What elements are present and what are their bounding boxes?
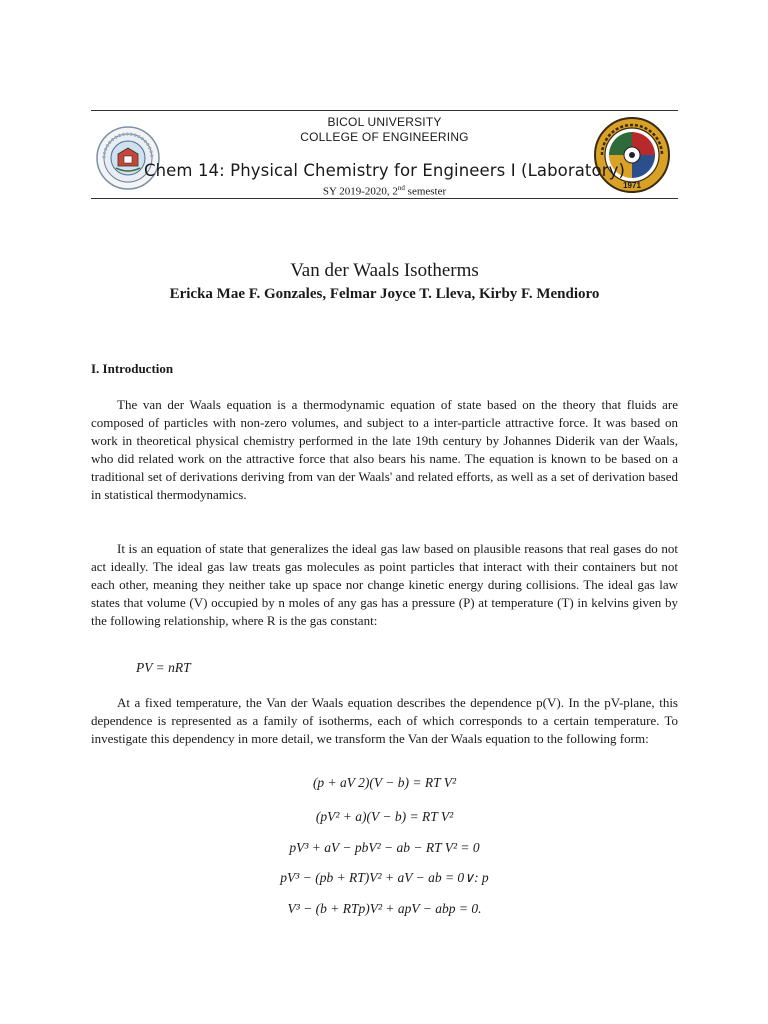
equation-2: (pV² + a)(V − b) = RT V²: [315, 809, 454, 824]
university-name: BICOL UNIVERSITY: [327, 115, 442, 129]
paper-authors: Ericka Mae F. Gonzales, Felmar Joyce T. Lleva, Kirby F. Mendioro: [169, 286, 600, 302]
equation-4: pV³ − (pb + RT)V² + aV − ab = 0∨: p: [280, 870, 489, 885]
header-bottom-rule: [91, 198, 678, 199]
school-year-suffix: semester: [404, 185, 447, 198]
equation-5: V³ − (b + RTp)V² + apV − abp = 0.: [287, 901, 482, 916]
section-heading-introduction: I. Introduction: [91, 361, 174, 376]
seal-year: 1971: [623, 181, 641, 190]
course-title: Chem 14: Physical Chemistry for Engineers I (Laboratory): [144, 161, 625, 180]
intro-paragraph-2: It is an equation of state that generalizes the ideal gas law based on plausible reasons that real gases do not act ideally. The ideal gas law treats gas molecules as point particles that interact with their containers but not each other, meaning they neither take up space nor change kinetic energy during collisions. The ideal gas law states that volume (V) occupied by n moles of any gas has a pressure (P) at temperature (T) in kelvins given by the following relationship, where R is the gas constant:: [91, 541, 678, 628]
school-year-prefix: SY 2019-2020, 2: [322, 185, 398, 198]
equation-1: (p + aV 2)(V − b) = RT V²: [312, 775, 457, 790]
ideal-gas-equation: PV = nRT: [136, 660, 191, 675]
school-year: [91, 184, 678, 198]
intro-paragraph-3: At a fixed temperature, the Van der Waals equation describes the dependence p(V). In the pV-plane, this dependence is represented as a family of isotherms, each of which corresponds to a certain temperature. To investigate this dependency in more detail, we transform the Van der Waals equation to the following form:: [91, 695, 678, 746]
equation-3: pV³ + aV − pbV² − ab − RT V² = 0: [289, 840, 480, 855]
school-year-ordinal: nd: [397, 184, 405, 192]
paper-title: Van der Waals Isotherms: [290, 260, 479, 281]
header-top-rule: [91, 110, 678, 111]
college-name: COLLEGE OF ENGINEERING: [300, 130, 469, 144]
intro-paragraph-1: The van der Waals equation is a thermodynamic equation of state based on the theory that fluids are composed of particles with non-zero volumes, and subject to a inter-particle attractive force. It was based on work in theoretical physical chemistry performed in the late 19th century by Johannes Diderik van der Waals, who did related work on the attractive force that also bears his name. The equation is known to be based on a traditional set of derivations deriving from van der Waals' and related efforts, as well as a set of derivation based in statistical thermodynamics.: [91, 397, 678, 502]
